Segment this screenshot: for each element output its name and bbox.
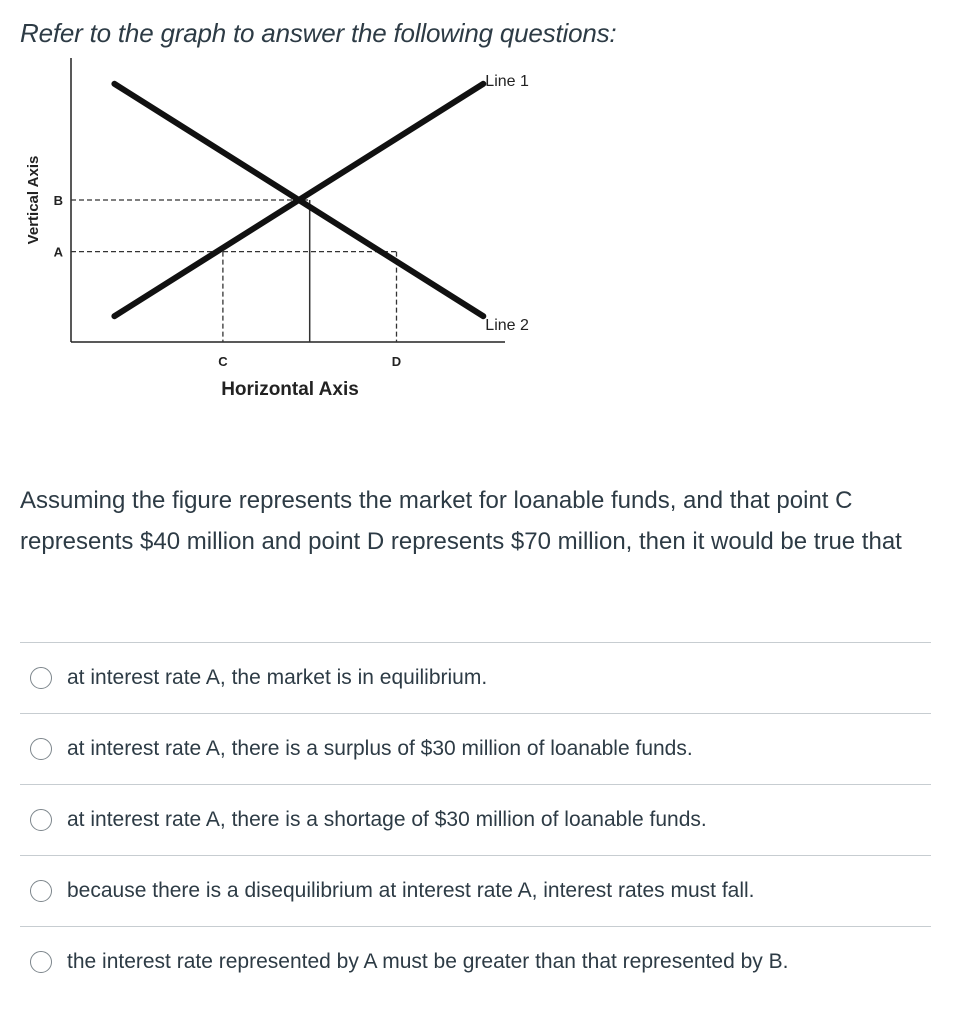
answer-label: the interest rate represented by A must be greater than that represented by B.: [67, 950, 789, 973]
graph-svg: [0, 50, 600, 430]
answer-label: at interest rate A, there is a shortage of $30 million of loanable funds.: [67, 808, 707, 831]
supply-demand-graph: [0, 50, 600, 430]
line-1-label: Line 1: [485, 72, 529, 90]
radio-button[interactable]: [30, 880, 52, 902]
question-text: Assuming the figure represents the market for loanable funds, and that point C represents $40 million and point D represents $70 million, then it would be true that: [20, 487, 902, 555]
answer-option-3[interactable]: [20, 784, 931, 855]
answer-option-1[interactable]: [20, 642, 931, 713]
horizontal-axis-label: Horizontal Axis: [221, 379, 359, 400]
answer-label: at interest rate A, there is a surplus of $30 million of loanable funds.: [67, 737, 693, 760]
answer-option-5[interactable]: [20, 926, 931, 997]
answer-option-4[interactable]: [20, 855, 931, 926]
answer-option-2[interactable]: [20, 713, 931, 784]
radio-button[interactable]: [30, 951, 52, 973]
y-tick-label-b: B: [53, 193, 63, 208]
answer-list: [20, 642, 931, 997]
radio-button[interactable]: [30, 738, 52, 760]
instruction-text: Refer to the graph to answer the following questions:: [20, 18, 617, 48]
x-tick-label-c: C: [218, 354, 228, 369]
vertical-axis-label: Vertical Axis: [25, 155, 42, 245]
radio-button[interactable]: [30, 809, 52, 831]
y-tick-label-a: A: [53, 244, 63, 260]
line-2-label: Line 2: [485, 317, 529, 335]
answer-label: at interest rate A, the market is in equilibrium.: [67, 666, 488, 689]
answer-label: because there is a disequilibrium at interest rate A, interest rates must fall.: [67, 879, 755, 902]
x-tick-label-d: D: [391, 354, 402, 369]
radio-button[interactable]: [30, 667, 52, 689]
